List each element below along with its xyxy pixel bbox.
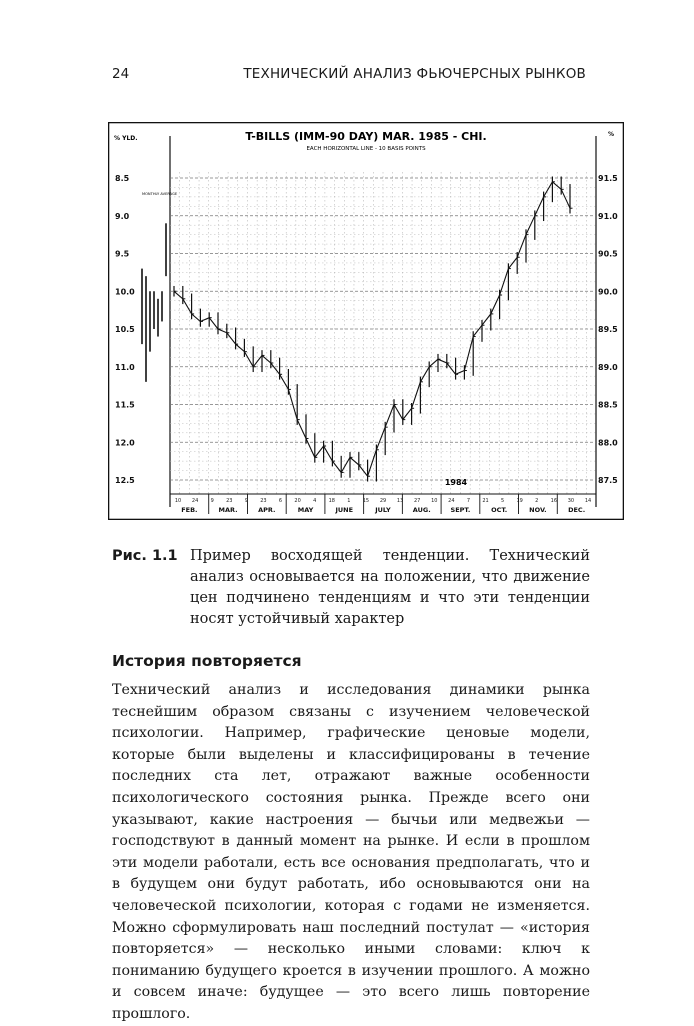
day-label: 5 — [500, 498, 505, 504]
month-label: DEC. — [568, 506, 586, 514]
running-title: ТЕХНИЧЕСКИЙ АНАЛИЗ ФЬЮЧЕРСНЫХ РЫНКОВ — [243, 66, 586, 82]
chart-title: T-BILLS (IMM-90 DAY) MAR. 1985 - CHI. — [245, 130, 487, 143]
figure-caption — [112, 546, 590, 630]
right-tick-label: 90.5 — [598, 249, 618, 259]
left-tick-label: 9.5 — [115, 249, 130, 259]
legend-note: MONTHLY AVERAGE — [142, 192, 178, 196]
month-label: SEPT. — [450, 506, 471, 514]
right-tick-label: 88.5 — [598, 400, 618, 410]
left-tick-label: 12.5 — [115, 476, 135, 485]
left-tick-label: 10.5 — [115, 325, 135, 334]
day-label: 29 — [379, 498, 387, 504]
figure-chart — [108, 122, 624, 520]
day-label: 10 — [431, 498, 438, 504]
day-label: 16 — [550, 498, 558, 504]
day-label: 21 — [482, 498, 489, 504]
caption-text: Пример восходящей тенденции. Технический анализ основывается на положении, что движение цен подчинено тенденциям и что эти тенденции носят устойчивый характер — [190, 548, 590, 627]
day-label: 9 — [244, 498, 248, 504]
month-label: JUNE — [335, 506, 354, 514]
month-label: OCT. — [491, 506, 508, 514]
day-label: 20 — [294, 498, 301, 504]
day-label: 27 — [413, 498, 421, 504]
month-label: MAR. — [218, 506, 238, 514]
month-label: AUG. — [412, 506, 431, 514]
body-paragraph: Технический анализ и исследования динамики рынка теснейшим образом связаны с изучением человеческой психологии. Например, графические ценовые модели, которые были выделены и классифицированы в течение последних ста лет, отражают важные особенности психологического состояния рынка. Прежде всего они указывают, какие настроения — бычьи или медвежьи — господствуют в данный момент на рынке. И если в прошлом эти модели работали, есть все основания предполагать, что и в будущем они будут работать, ибо основываются они на человеческой психологии, которая с годами не изменяется. Можно сформулировать наш последний постулат — «история повторяется» — несколько иными словами: ключ к пониманию будущего кроется в изучении прошлого. А можно и совсем иначе: будущее — это всего лишь повторение прошлого. — [112, 682, 590, 1022]
page-number: 24 — [112, 66, 130, 82]
left-tick-label: 11.5 — [115, 400, 135, 410]
right-tick-label: 89.5 — [598, 325, 618, 334]
day-label: 2 — [535, 498, 539, 504]
day-label: 4 — [313, 498, 317, 504]
month-label: JULY — [375, 506, 391, 514]
day-label: 18 — [328, 498, 335, 504]
t-bills-chart — [108, 122, 624, 520]
left-tick-label: 11.0 — [115, 362, 135, 372]
day-label: 19 — [516, 498, 523, 504]
chart-subtitle: EACH HORIZONTAL LINE - 10 BASIS POINTS — [306, 146, 426, 152]
day-label: 6 — [278, 498, 283, 504]
day-label: 10 — [174, 498, 182, 504]
section-title: История повторяется — [112, 652, 302, 670]
right-tick-label: 87.5 — [598, 476, 618, 485]
left-tick-label: 10.0 — [115, 287, 135, 297]
running-header — [112, 66, 586, 86]
caption-label: Рис. 1.1 — [112, 548, 178, 564]
right-tick-label: 91.0 — [598, 211, 618, 221]
day-label: 7 — [466, 498, 471, 504]
left-tick-label: 9.0 — [115, 211, 130, 221]
right-tick-label: 90.0 — [598, 287, 618, 297]
figure-frame — [109, 123, 624, 520]
day-label: 15 — [362, 498, 370, 504]
day-label: 24 — [448, 498, 455, 504]
day-label: 23 — [260, 498, 267, 504]
month-label: MAY — [297, 506, 314, 514]
month-label: APR. — [258, 506, 276, 514]
day-label: 30 — [567, 498, 575, 504]
right-tick-label: 89.0 — [598, 362, 618, 372]
right-tick-label: 88.0 — [598, 438, 618, 448]
day-label: 14 — [584, 498, 592, 504]
year-label: 1984 — [444, 478, 468, 487]
right-axis-unit: % — [608, 131, 615, 138]
day-label: 1 — [347, 498, 351, 504]
day-label: 9 — [210, 498, 214, 504]
left-axis-unit: % YLD. — [114, 135, 138, 142]
day-label: 23 — [226, 498, 233, 504]
day-label: 24 — [191, 498, 199, 504]
day-label: 13 — [396, 498, 404, 504]
left-tick-label: 12.0 — [115, 438, 135, 448]
right-tick-label: 91.5 — [598, 174, 618, 183]
left-tick-label: 8.5 — [115, 174, 130, 183]
month-label: NOV. — [529, 506, 547, 514]
month-label: FEB. — [181, 506, 198, 514]
